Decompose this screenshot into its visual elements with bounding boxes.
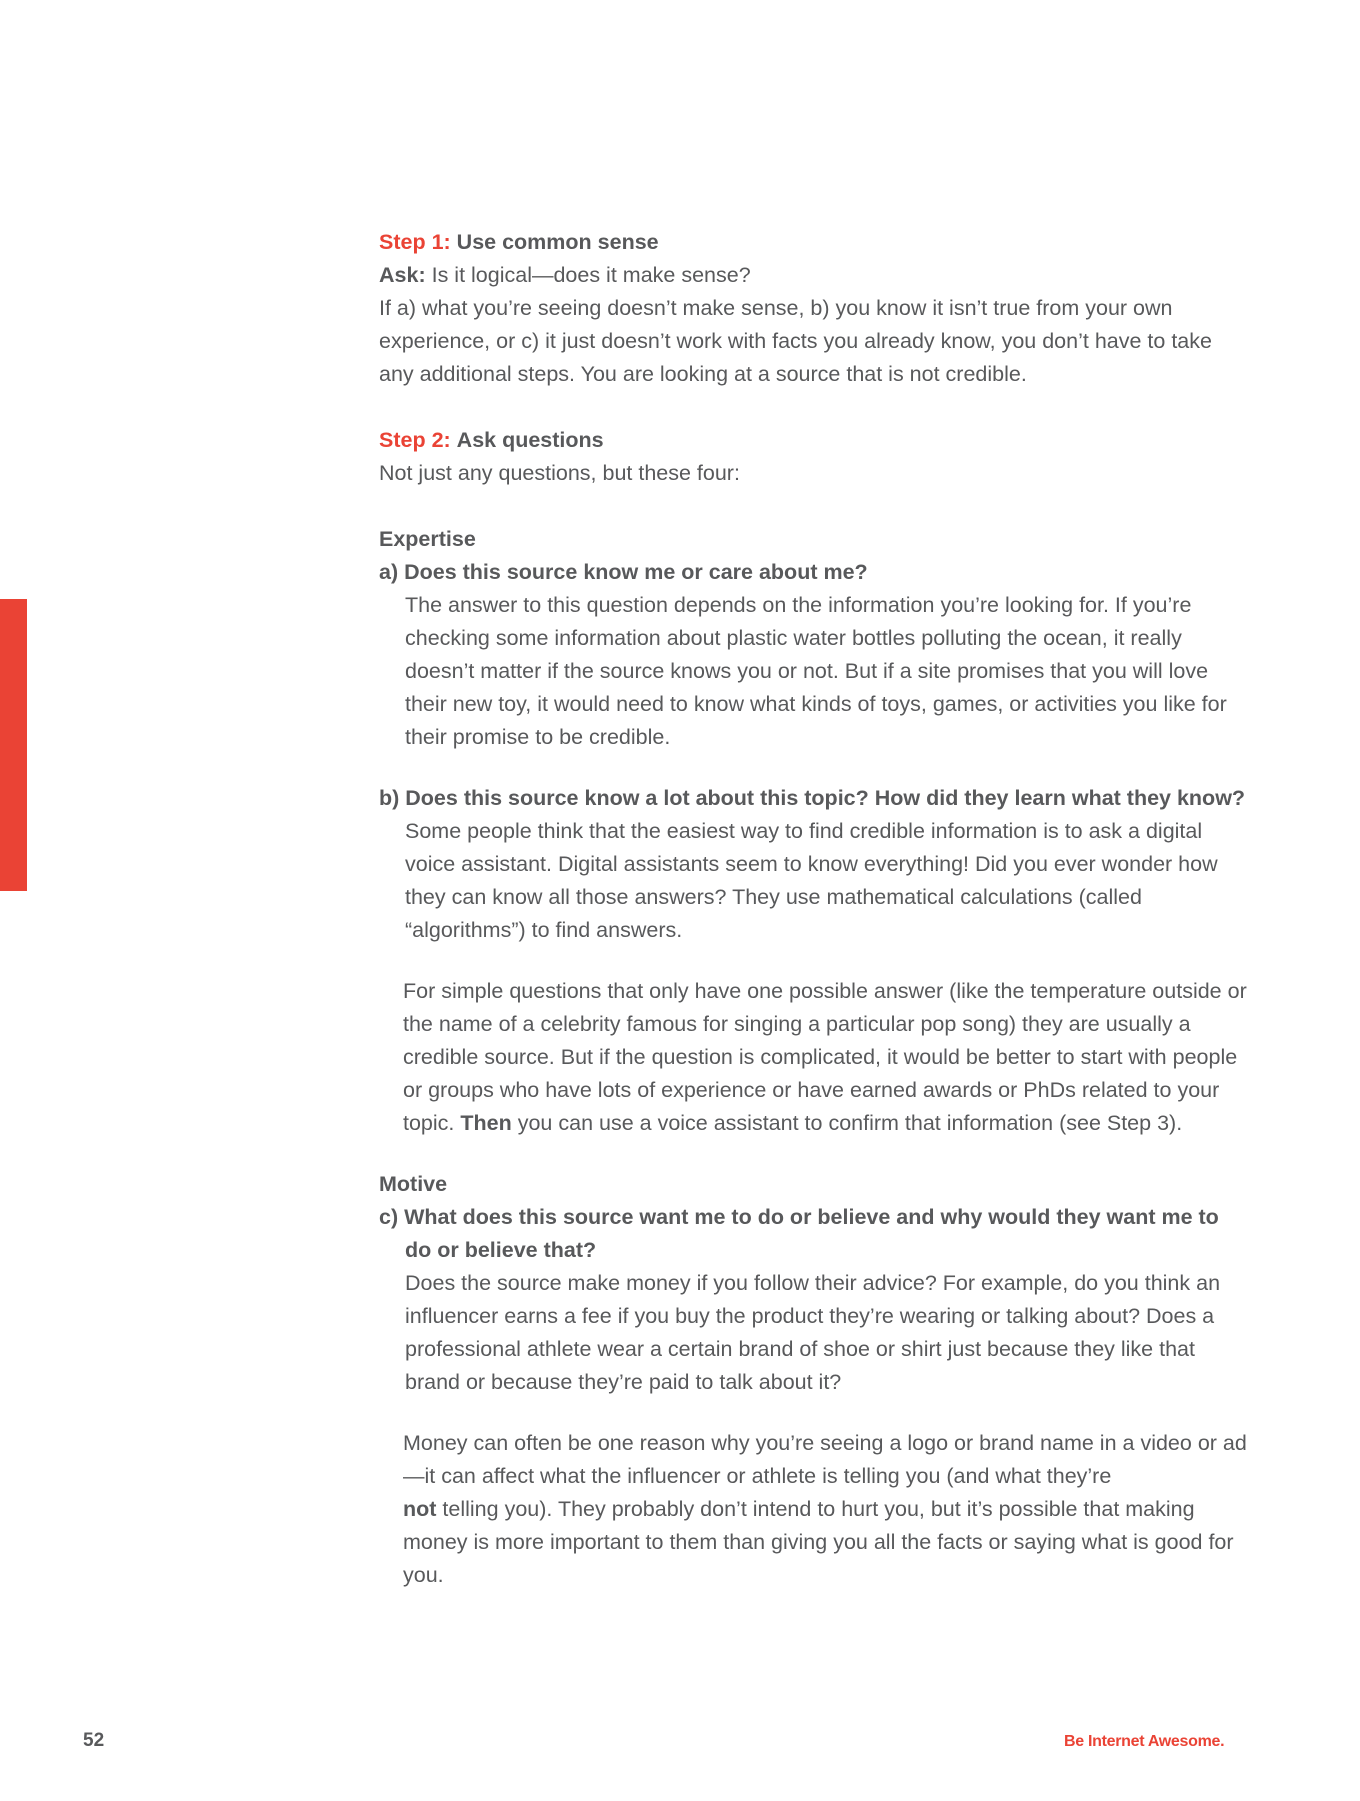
step1-heading [379, 226, 1249, 259]
answer-c-text-1: Money can often be one reason why you’re seeing a logo or brand name in a video or ad—it can affect what the influencer or athlete is telling you (and what they’re [403, 1431, 1247, 1488]
answer-c-paragraph-1: Does the source make money if you follow their advice? For example, do you think an influencer earns a fee if you buy the product they’re wearing or talking about? Does a professional athlete wear a certain brand of shoe or shirt just because they like that brand or because they’re paid to talk about it? [405, 1271, 1221, 1394]
step2-label: Step 2: [379, 428, 451, 452]
motive-heading: Motive [379, 1172, 448, 1196]
step2-heading [379, 424, 1249, 457]
ask-text: Is it logical—does it make sense? [431, 263, 751, 287]
page-content [379, 226, 1249, 1592]
expertise-section [379, 523, 1249, 1140]
question-b: b) Does this source know a lot about this topic? How did they learn what they know? [379, 786, 1246, 810]
step2-title: Ask questions [456, 428, 604, 452]
page-number: 52 [83, 1730, 105, 1751]
answer-b-text-1: For simple questions that only have one possible answer (like the temperature outside or the name of a celebrity famous for singing a particular pop song) they are usually a credible source. But if the question is complicated, it would be better to start with people or groups who have lots of experience or have earned awards or PhDs related to your topic. [403, 979, 1247, 1135]
step1-body: If a) what you’re seeing doesn’t make sense, b) you know it isn’t true from your own experience, or c) it just doesn’t work with facts you already know, you don’t have to take any additional steps. You are looking at a source that is not credible. [379, 296, 1212, 386]
brand-wordmark: Be Internet Awesome. [1064, 1733, 1225, 1750]
answer-b-emphasis: Then [460, 1111, 512, 1135]
question-c: c) What does this source want me to do or believe and why would they want me to do or believe that? [379, 1205, 1219, 1262]
step2-section [379, 424, 1249, 490]
step1-ask [379, 259, 1249, 292]
side-accent-bar [0, 599, 27, 891]
answer-b-paragraph-2 [379, 975, 1249, 1140]
expertise-heading: Expertise [379, 527, 476, 551]
ask-label: Ask: [379, 263, 426, 287]
step1-label: Step 1: [379, 230, 451, 254]
motive-section [379, 1168, 1249, 1592]
step1-section [379, 226, 1249, 391]
step1-title: Use common sense [456, 230, 659, 254]
answer-a: The answer to this question depends on the information you’re looking for. If you’re checking some information about plastic water bottles polluting the ocean, it really doesn’t matter if the source knows you or not. But if a site promises that you will love their new toy, it would need to know what kinds of toys, games, or activities you like for their promise to be credible. [405, 593, 1227, 749]
answer-c-paragraph-2 [379, 1427, 1249, 1592]
answer-c-emphasis: not [403, 1497, 437, 1521]
question-a: a) Does this source know me or care about me? [379, 560, 868, 584]
answer-b-text-2: you can use a voice assistant to confirm that information (see Step 3). [517, 1111, 1183, 1135]
answer-b-paragraph-1: Some people think that the easiest way to find credible information is to ask a digital voice assistant. Digital assistants seem to know everything! Did you ever wonder how they can know all those answers? They use mathematical calculations (called “algorithms”) to find answers. [405, 819, 1218, 942]
step2-body: Not just any questions, but these four: [379, 461, 740, 485]
answer-c-text-2: telling you). They probably don’t intend to hurt you, but it’s possible that making money is more important to them than giving you all the facts or saying what is good for you. [403, 1497, 1234, 1587]
